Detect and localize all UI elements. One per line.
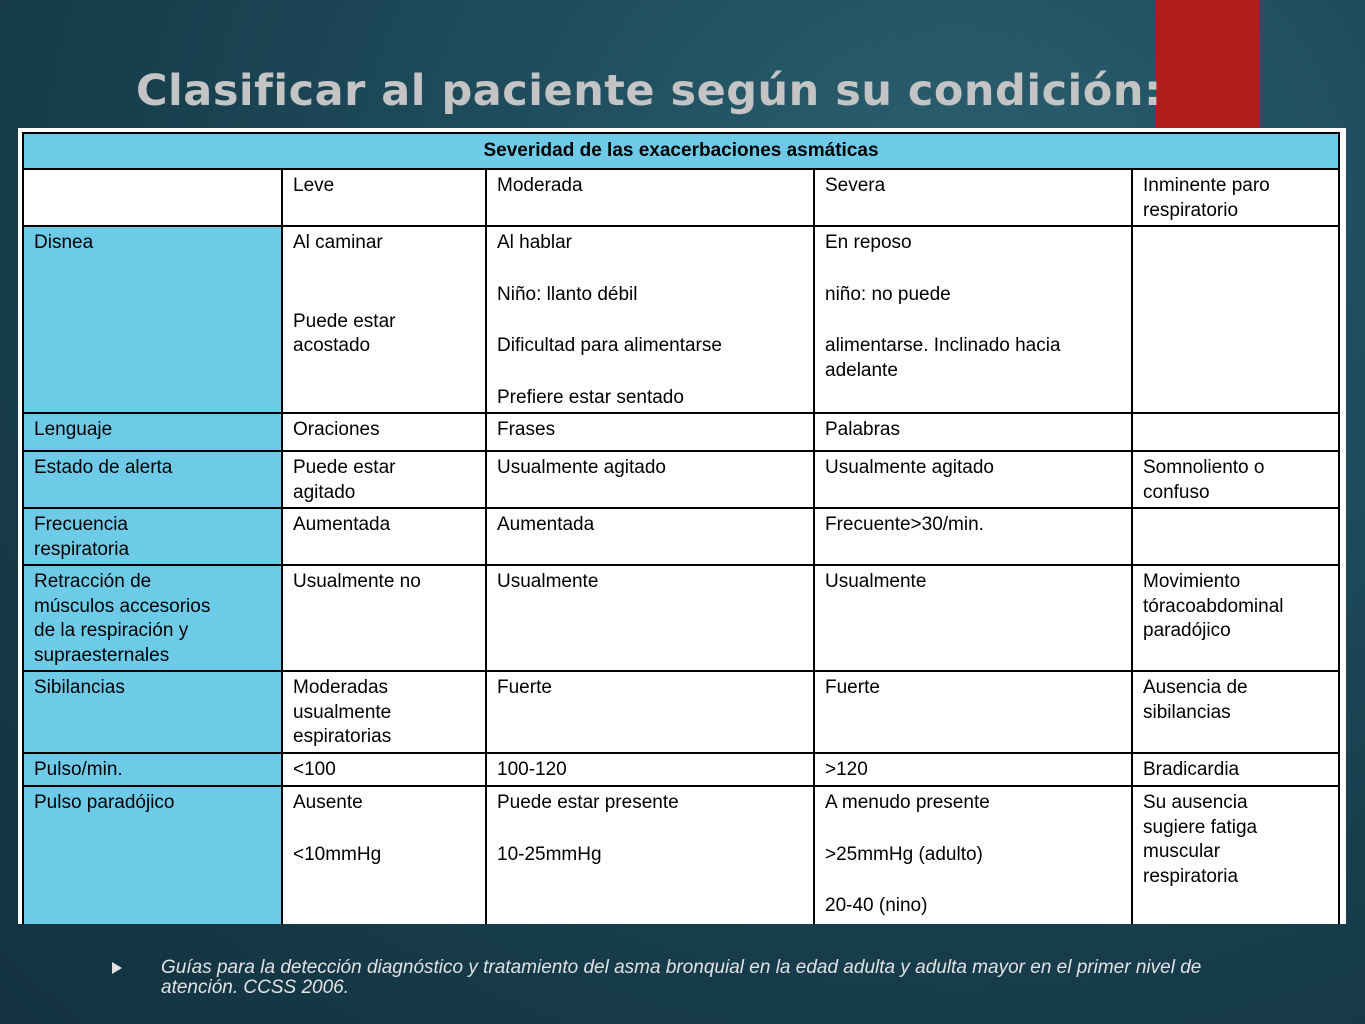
cell-lenguaje-severa [814, 413, 1132, 451]
cell-sibilancias-severa [814, 671, 1132, 753]
cell-text: Su ausencia sugiere fatiga muscular respiratoria [1143, 792, 1258, 887]
cell-pulso-min-inminente [1132, 753, 1339, 786]
severity-table [22, 132, 1340, 924]
cell-text: Puede estar presente [497, 792, 679, 813]
cell-estado-alerta-inminente [1132, 451, 1339, 508]
paragraph-gap [293, 256, 475, 283]
cell-text: niño: no puede [825, 283, 951, 305]
table-row-frecuencia-respiratoria [23, 508, 1339, 565]
cell-text: >25mmHg (adulto) [825, 843, 983, 865]
row-header-sibilancias [23, 671, 282, 753]
cell-text: Aumentada [497, 514, 595, 535]
cell-text: Usualmente agitado [497, 457, 666, 478]
paragraph-gap [825, 256, 1121, 283]
cell-text: En reposo [825, 232, 912, 253]
paragraph-gap [293, 816, 475, 843]
table-body [23, 226, 1339, 924]
row-header-label: Retracción de músculos accesorios de la respiración y supraesternales [34, 571, 211, 666]
cell-text: Bradicardia [1143, 759, 1240, 780]
cell-text: Oraciones [293, 419, 380, 440]
row-header-frecuencia-respiratoria [23, 508, 282, 565]
column-header-leve: Leve [282, 169, 486, 226]
cell-frecuencia-respiratoria-leve [282, 508, 486, 565]
row-header-label: Estado de alerta [34, 457, 173, 478]
cell-estado-alerta-moderada [486, 451, 814, 508]
cell-text: <100 [293, 759, 336, 780]
table-row-pulso-min [23, 753, 1339, 786]
cell-text: Fuerte [825, 677, 880, 698]
paragraph-gap [825, 307, 1121, 334]
cell-text: Niño: llanto débil [497, 283, 638, 305]
cell-retraccion-inminente [1132, 565, 1339, 671]
paragraph-gap [825, 816, 1121, 843]
accent-bar [1156, 0, 1259, 130]
cell-text: Aumentada [293, 514, 391, 535]
cell-disnea-leve [282, 226, 486, 413]
cell-text: Usualmente no [293, 571, 421, 592]
cell-lenguaje-inminente [1132, 413, 1339, 451]
cell-text: <10mmHg [293, 843, 382, 865]
cell-text: Al caminar [293, 232, 383, 253]
cell-text: Moderadas usualmente espiratorias [293, 677, 392, 747]
paragraph-gap [497, 816, 803, 843]
cell-text: Ausencia de sibilancias [1143, 677, 1248, 723]
column-header-empty [23, 169, 282, 226]
cell-lenguaje-leve [282, 413, 486, 451]
cell-lenguaje-moderada [486, 413, 814, 451]
cell-text: Frases [497, 419, 556, 440]
table-row-estado-alerta [23, 451, 1339, 508]
cell-estado-alerta-leve [282, 451, 486, 508]
table-row-disnea [23, 226, 1339, 413]
cell-pulso-min-moderada [486, 753, 814, 786]
cell-frecuencia-respiratoria-inminente [1132, 508, 1339, 565]
column-header-row [23, 169, 1339, 226]
cell-text: Somnoliento o confuso [1143, 457, 1265, 503]
cell-text: 100-120 [497, 759, 567, 780]
cell-text: Usualmente agitado [825, 457, 994, 478]
cell-pulso-min-leve [282, 753, 486, 786]
table-row-sibilancias [23, 671, 1339, 753]
cell-sibilancias-leve [282, 671, 486, 753]
row-header-label: Disnea [34, 232, 94, 253]
cell-text: Ausente [293, 792, 363, 813]
paragraph-gap [825, 867, 1121, 894]
column-header-inminente: Inminente paro respiratorio [1132, 169, 1339, 226]
footnote-text: Guías para la detección diagnóstico y tratamiento del asma bronquial en la edad adulta y adulta mayor en el primer nivel de atención. CCSS 2006. [161, 957, 1202, 998]
column-header-severa: Severa [814, 169, 1132, 226]
cell-text: Prefiere estar sentado [497, 386, 684, 408]
cell-sibilancias-inminente [1132, 671, 1339, 753]
row-header-pulso-paradojico [23, 786, 282, 924]
cell-text: Frecuente>30/min. [825, 514, 984, 535]
bullet-arrow-icon [112, 962, 122, 974]
column-header-moderada: Moderada [486, 169, 814, 226]
cell-text: Puede estar agitado [293, 457, 396, 503]
cell-text: Al hablar [497, 232, 572, 253]
cell-text: >120 [825, 759, 868, 780]
cell-retraccion-moderada [486, 565, 814, 671]
table-row-lenguaje [23, 413, 1339, 451]
cell-pulso-min-severa [814, 753, 1132, 786]
table-panel [18, 128, 1346, 924]
row-header-disnea [23, 226, 282, 413]
cell-disnea-inminente [1132, 226, 1339, 413]
slide-title: Clasificar al paciente según su condición: [136, 66, 1162, 116]
paragraph-gap [497, 256, 803, 283]
table-row-pulso-paradojico [23, 786, 1339, 924]
cell-disnea-moderada [486, 226, 814, 413]
cell-text: A menudo presente [825, 792, 990, 813]
row-header-label: Pulso paradójico [34, 792, 175, 813]
cell-text: Usualmente [497, 571, 599, 592]
cell-pulso-paradojico-inminente [1132, 786, 1339, 924]
cell-retraccion-severa [814, 565, 1132, 671]
cell-retraccion-leve [282, 565, 486, 671]
cell-estado-alerta-severa [814, 451, 1132, 508]
row-header-label: Sibilancias [34, 677, 125, 698]
cell-text: Movimiento tóracoabdominal paradójico [1143, 571, 1284, 641]
cell-pulso-paradojico-severa [814, 786, 1132, 924]
cell-text: alimentarse. Inclinado hacia adelante [825, 335, 1061, 381]
cell-pulso-paradojico-moderada [486, 786, 814, 924]
row-header-label: Frecuencia respiratoria [34, 514, 130, 560]
paragraph-gap [497, 359, 803, 386]
row-header-label: Pulso/min. [34, 759, 123, 780]
cell-sibilancias-moderada [486, 671, 814, 753]
cell-text: 10-25mmHg [497, 843, 602, 865]
row-header-lenguaje [23, 413, 282, 451]
paragraph-gap [497, 307, 803, 334]
cell-pulso-paradojico-leve [282, 786, 486, 924]
row-header-pulso-min [23, 753, 282, 786]
paragraph-gap [293, 283, 475, 310]
cell-frecuencia-respiratoria-moderada [486, 508, 814, 565]
row-header-retraccion [23, 565, 282, 671]
cell-text: Dificultad para alimentarse [497, 335, 722, 356]
cell-text: Usualmente [825, 571, 927, 592]
cell-disnea-severa [814, 226, 1132, 413]
cell-text: 20-40 (nino) [825, 895, 928, 916]
cell-text: Palabras [825, 419, 900, 440]
row-header-label: Lenguaje [34, 419, 113, 440]
table-row-retraccion [23, 565, 1339, 671]
row-header-estado-alerta [23, 451, 282, 508]
cell-frecuencia-respiratoria-severa [814, 508, 1132, 565]
cell-text: Fuerte [497, 677, 552, 698]
table-title: Severidad de las exacerbaciones asmáticas [23, 133, 1339, 169]
cell-text: Puede estar acostado [293, 310, 396, 356]
